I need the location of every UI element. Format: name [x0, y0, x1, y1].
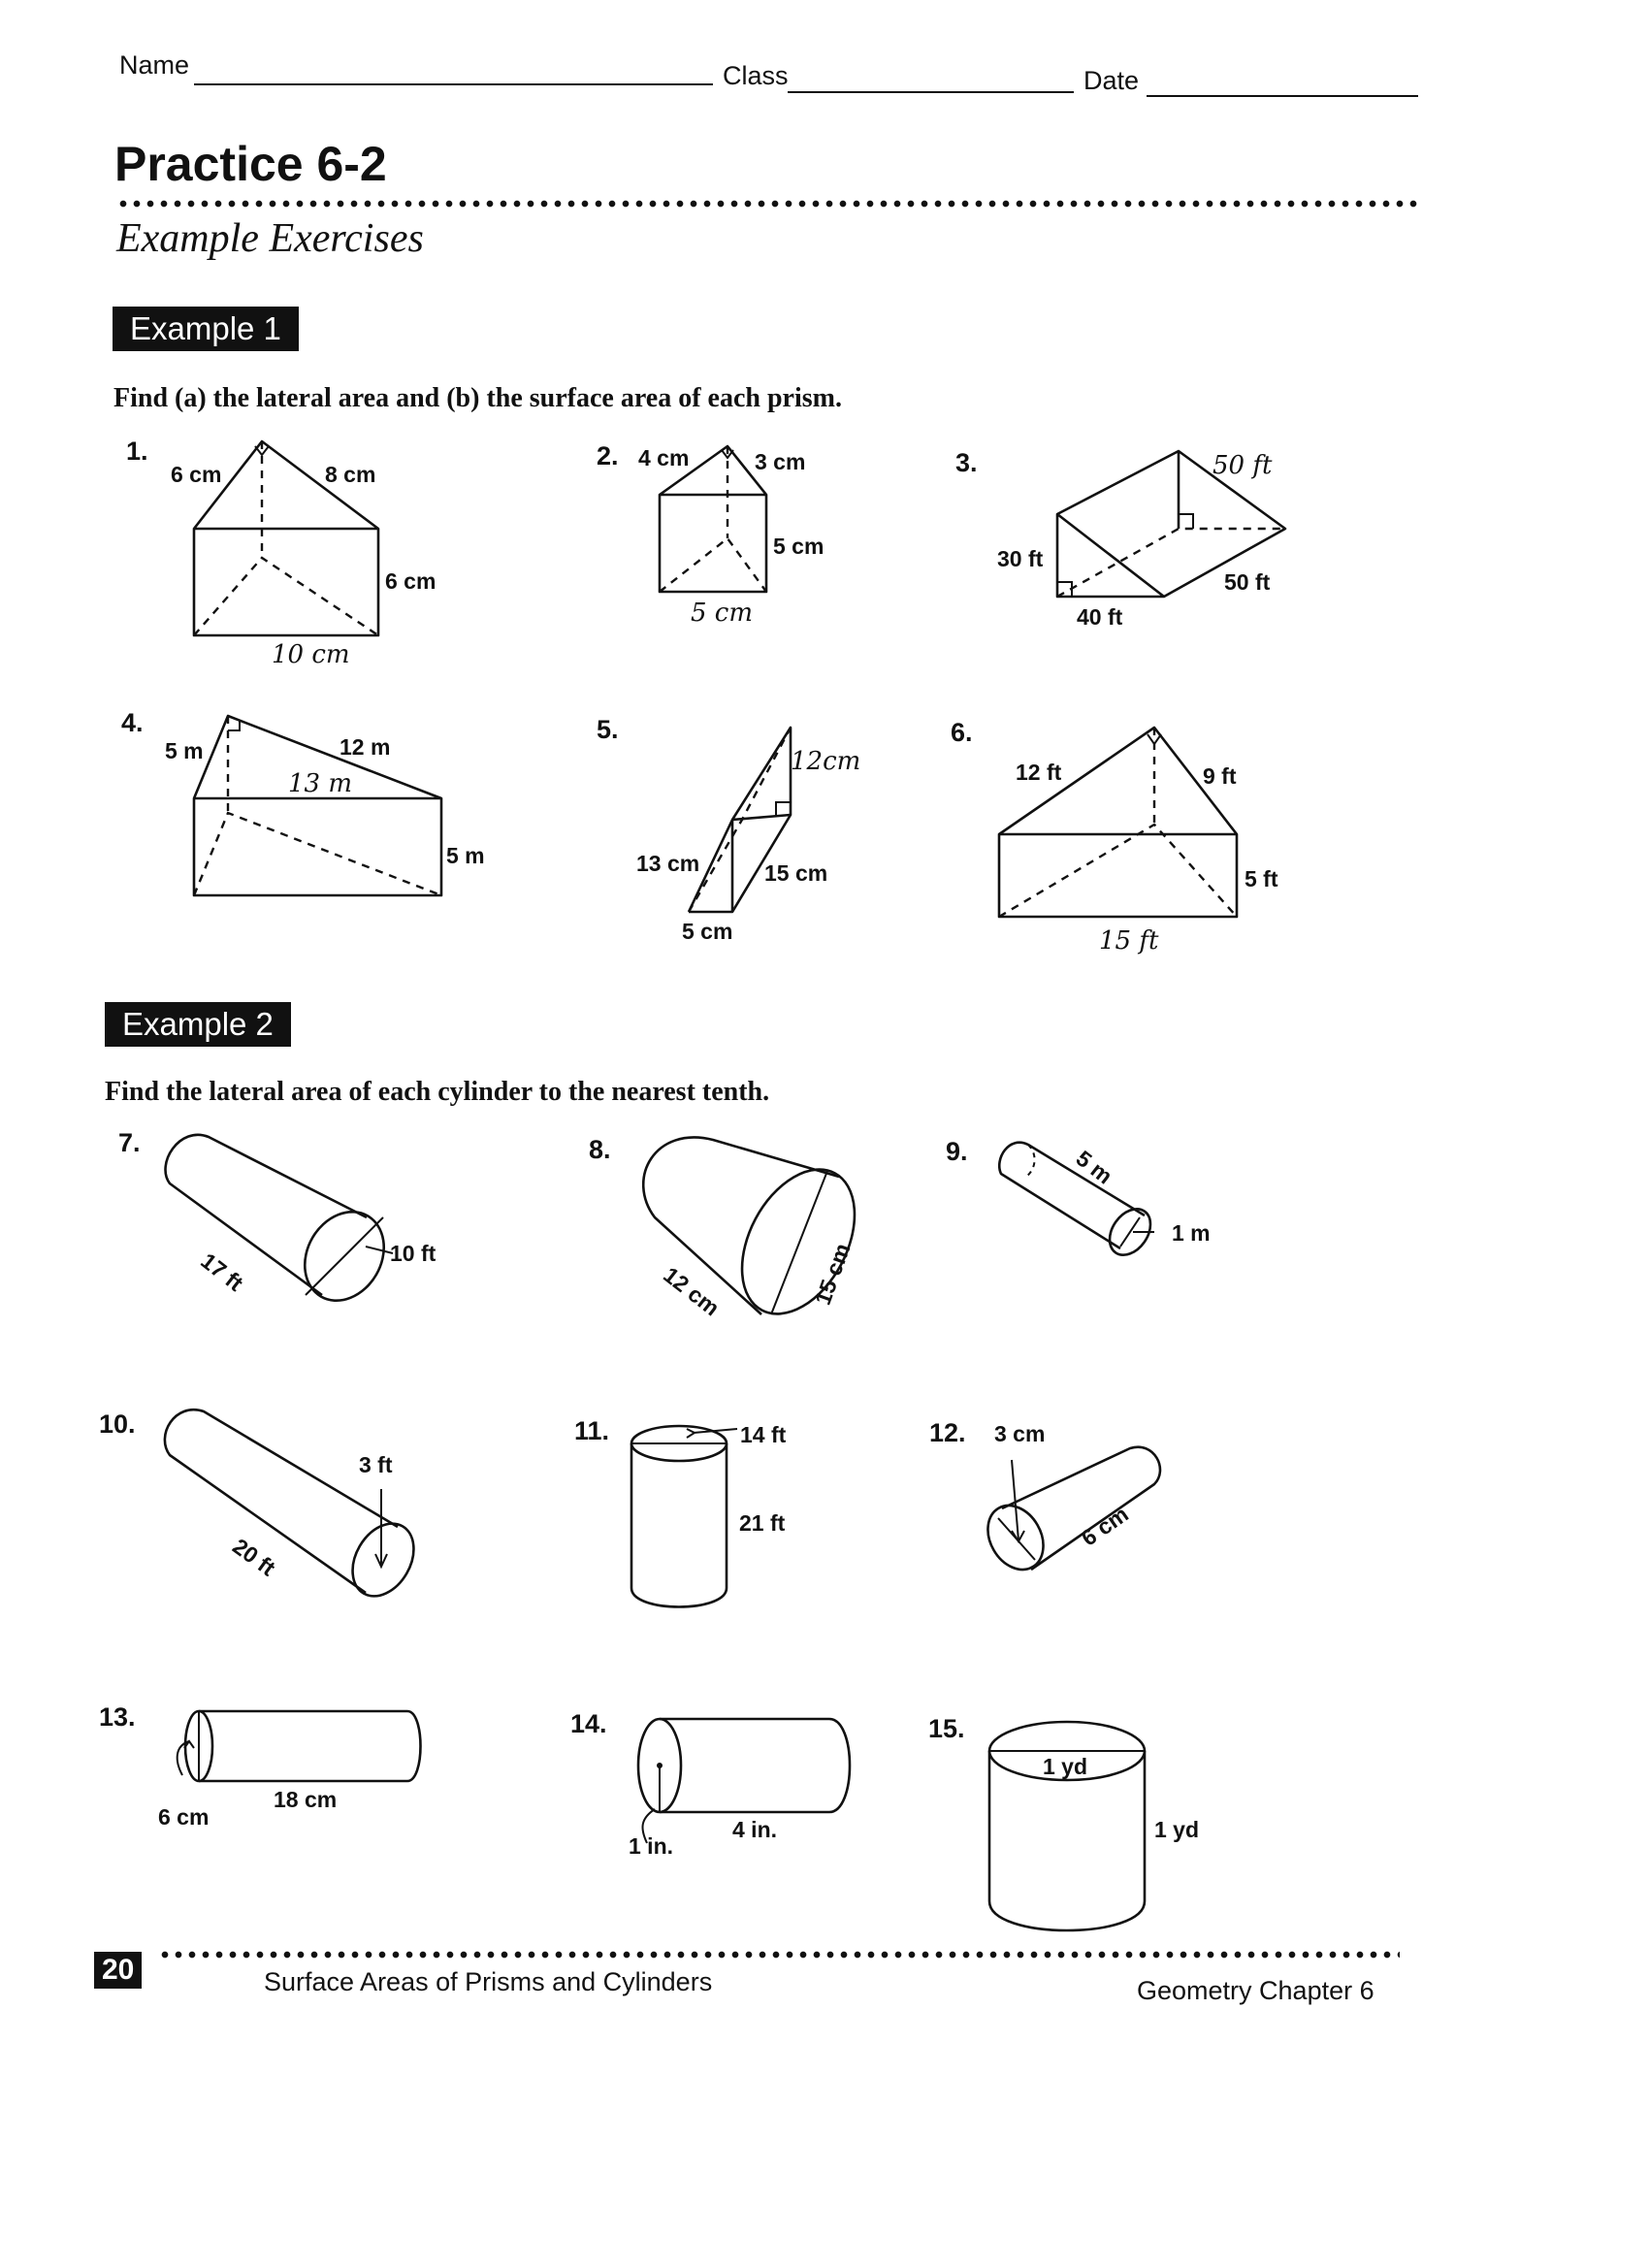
problem-number: 5.: [597, 715, 619, 744]
dimension-label: 10 cm: [272, 640, 350, 669]
cylinder-figure: [155, 1125, 407, 1319]
dimension-label: 1 yd: [1043, 1754, 1088, 1779]
problem-number: 7.: [118, 1128, 141, 1157]
cylinder-figure: [160, 1407, 427, 1601]
date-field[interactable]: [1147, 95, 1418, 97]
problem-number: 14.: [570, 1709, 607, 1738]
dimension-label: 9 ft: [1203, 763, 1237, 789]
dimension-label: 15 cm: [809, 1240, 856, 1309]
dimension-label: 5 ft: [1245, 866, 1278, 891]
dimension-label: 50 ft: [1224, 569, 1271, 595]
problem-number: 1.: [126, 437, 148, 466]
dimension-label: 12cm: [791, 747, 861, 776]
problem-number: 4.: [121, 708, 144, 737]
dimension-label: 20 ft: [228, 1533, 280, 1581]
dimension-label: 1 yd: [1154, 1817, 1200, 1842]
cylinder-figure: [985, 1445, 1179, 1576]
dimension-label: 5 m: [165, 738, 204, 763]
dimension-label: 5 cm: [682, 919, 733, 944]
problem-number: 10.: [99, 1409, 136, 1439]
date-label: Date: [1083, 66, 1140, 95]
class-label: Class: [723, 61, 789, 90]
dimension-label: 13 m: [288, 769, 353, 798]
dimension-label: 15 cm: [764, 860, 828, 886]
example1-badge: Example 1: [113, 307, 299, 351]
dimension-label: 6 cm: [158, 1804, 210, 1830]
dimension-label: 18 cm: [274, 1787, 338, 1812]
footer-chapter: Geometry Chapter 6: [1137, 1976, 1374, 2005]
dimension-label: 14 ft: [740, 1422, 787, 1447]
dimension-label: 5 m: [1071, 1145, 1117, 1189]
dimension-label: 6 cm: [171, 462, 222, 487]
dimension-label: 50 ft: [1212, 451, 1273, 480]
dimension-label: 4 in.: [732, 1817, 778, 1842]
dimension-label: 5 cm: [691, 599, 754, 628]
dimension-label: 5 cm: [773, 534, 824, 559]
page-title: Practice 6-2: [114, 137, 387, 191]
dimension-label: 30 ft: [997, 546, 1044, 571]
example1-instructions: Find (a) the lateral area and (b) the surface area of each prism.: [113, 383, 842, 413]
triangular-prism-figure: [994, 723, 1246, 922]
dimension-label: 3 cm: [755, 449, 806, 474]
problem-number: 9.: [946, 1137, 968, 1166]
title-divider: [116, 199, 1421, 209]
dimension-label: 3 cm: [994, 1421, 1046, 1446]
dimension-label: 21 ft: [739, 1510, 786, 1536]
dimension-label: 1 in.: [629, 1833, 674, 1859]
triangular-prism-figure: [189, 711, 456, 905]
dimension-label: 12 ft: [1016, 760, 1062, 785]
example2-badge: Example 2: [105, 1002, 291, 1047]
dimension-label: 40 ft: [1077, 604, 1123, 630]
dimension-label: 12 cm: [659, 1261, 725, 1321]
problem-number: 15.: [928, 1714, 965, 1743]
dimension-label: 10 ft: [390, 1241, 436, 1266]
cylinder-figure: [985, 1717, 1159, 1935]
problem-number: 12.: [929, 1418, 966, 1447]
dimension-label: 5 m: [446, 843, 485, 868]
dimension-label: 6 cm: [385, 568, 436, 594]
page-subtitle: Example Exercises: [116, 216, 424, 261]
page-number: 20: [94, 1952, 142, 1989]
footer-section-title: Surface Areas of Prisms and Cylinders: [264, 1967, 713, 1996]
dimension-label: 8 cm: [325, 462, 376, 487]
example2-instructions: Find the lateral area of each cylinder to the nearest tenth.: [105, 1077, 770, 1107]
name-field[interactable]: [194, 83, 713, 85]
problem-number: 6.: [951, 718, 973, 747]
dimension-label: 1 m: [1172, 1220, 1211, 1246]
dimension-label: 12 m: [340, 734, 391, 760]
problem-number: 11.: [574, 1416, 610, 1445]
dimension-label: 17 ft: [196, 1247, 248, 1296]
footer-divider: [158, 1950, 1400, 1960]
problem-number: 8.: [589, 1135, 611, 1164]
cylinder-figure: [630, 1421, 747, 1615]
name-label: Name: [119, 50, 190, 80]
class-field[interactable]: [788, 91, 1074, 93]
problem-number: 2.: [597, 441, 619, 470]
dimension-label: 15 ft: [1099, 926, 1159, 956]
dimension-label: 13 cm: [636, 851, 700, 876]
problem-number: 3.: [955, 448, 978, 477]
triangular-prism-figure: [684, 723, 800, 917]
dimension-label: 3 ft: [359, 1452, 393, 1477]
dimension-label: 4 cm: [638, 445, 690, 470]
problem-number: 13.: [99, 1702, 136, 1732]
dimension-label: 6 cm: [1076, 1501, 1133, 1551]
